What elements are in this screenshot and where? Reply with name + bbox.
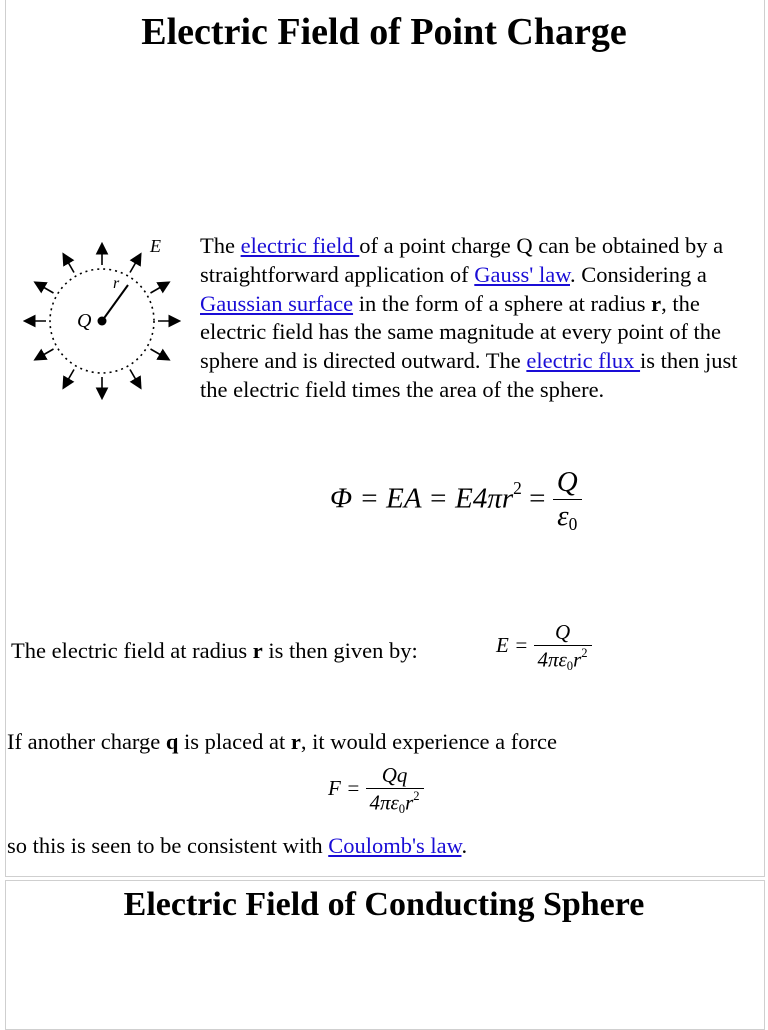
coulomb-sentence: so this is seen to be consistent with Coulomb's law. <box>7 833 468 858</box>
bold-r: r <box>651 290 662 316</box>
link-gaussian-surface[interactable]: Gaussian surface <box>200 290 354 316</box>
force-sentence: If another charge q is placed at r, it would experience a force <box>7 729 557 754</box>
field-arrow <box>36 283 53 293</box>
intro-text: is then just the electric field times the area of the sphere. <box>200 348 738 402</box>
link-electric-flux[interactable]: electric flux <box>526 348 641 374</box>
section-title-conducting-sphere: Electric Field of Conducting Sphere <box>123 886 645 923</box>
field-arrow <box>150 349 167 359</box>
field-arrow <box>150 283 167 293</box>
intro-text: . Considering a <box>570 261 707 287</box>
link-electric-field[interactable]: electric field <box>240 233 360 258</box>
link-gauss-law[interactable]: Gauss' law <box>474 261 570 287</box>
field-arrow <box>130 369 140 386</box>
charge-dot <box>98 317 107 326</box>
field-equation: E = $\frac{Q}{4\pi\varepsilon_0r^2}$ <box>496 620 592 674</box>
page-title: Electric Field of Point Charge <box>141 11 627 53</box>
link-coulombs-law[interactable]: Coulomb's law <box>328 833 462 858</box>
point-charge-field-diagram <box>14 228 194 408</box>
radius-label: r <box>113 275 120 292</box>
field-arrow <box>64 255 74 272</box>
intro-paragraph <box>200 232 755 405</box>
flux-equation: Φ = EA = $E4\pi r^2$ = $\frac{Q}{\varepsilon_0}$ <box>330 466 582 535</box>
intro-text: , the electric field has the same magnitude at every point of the sphere and is directed outward. The <box>200 290 722 374</box>
charge-label: Q <box>77 310 92 332</box>
field-label: E <box>150 236 161 256</box>
intro-text: in the form of a sphere at radius <box>353 290 652 316</box>
field-arrow <box>64 369 74 386</box>
field-sentence: The electric field at radius r is then given by: <box>11 638 418 663</box>
field-arrow <box>36 349 53 359</box>
intro-text: The <box>200 233 241 258</box>
intro-text: of a point charge Q can be obtained by a straightforward application of <box>200 233 724 287</box>
field-arrow <box>130 255 140 272</box>
force-equation: F = $\frac{Qq}{4\pi\varepsilon_0r^2}$ <box>328 763 424 817</box>
